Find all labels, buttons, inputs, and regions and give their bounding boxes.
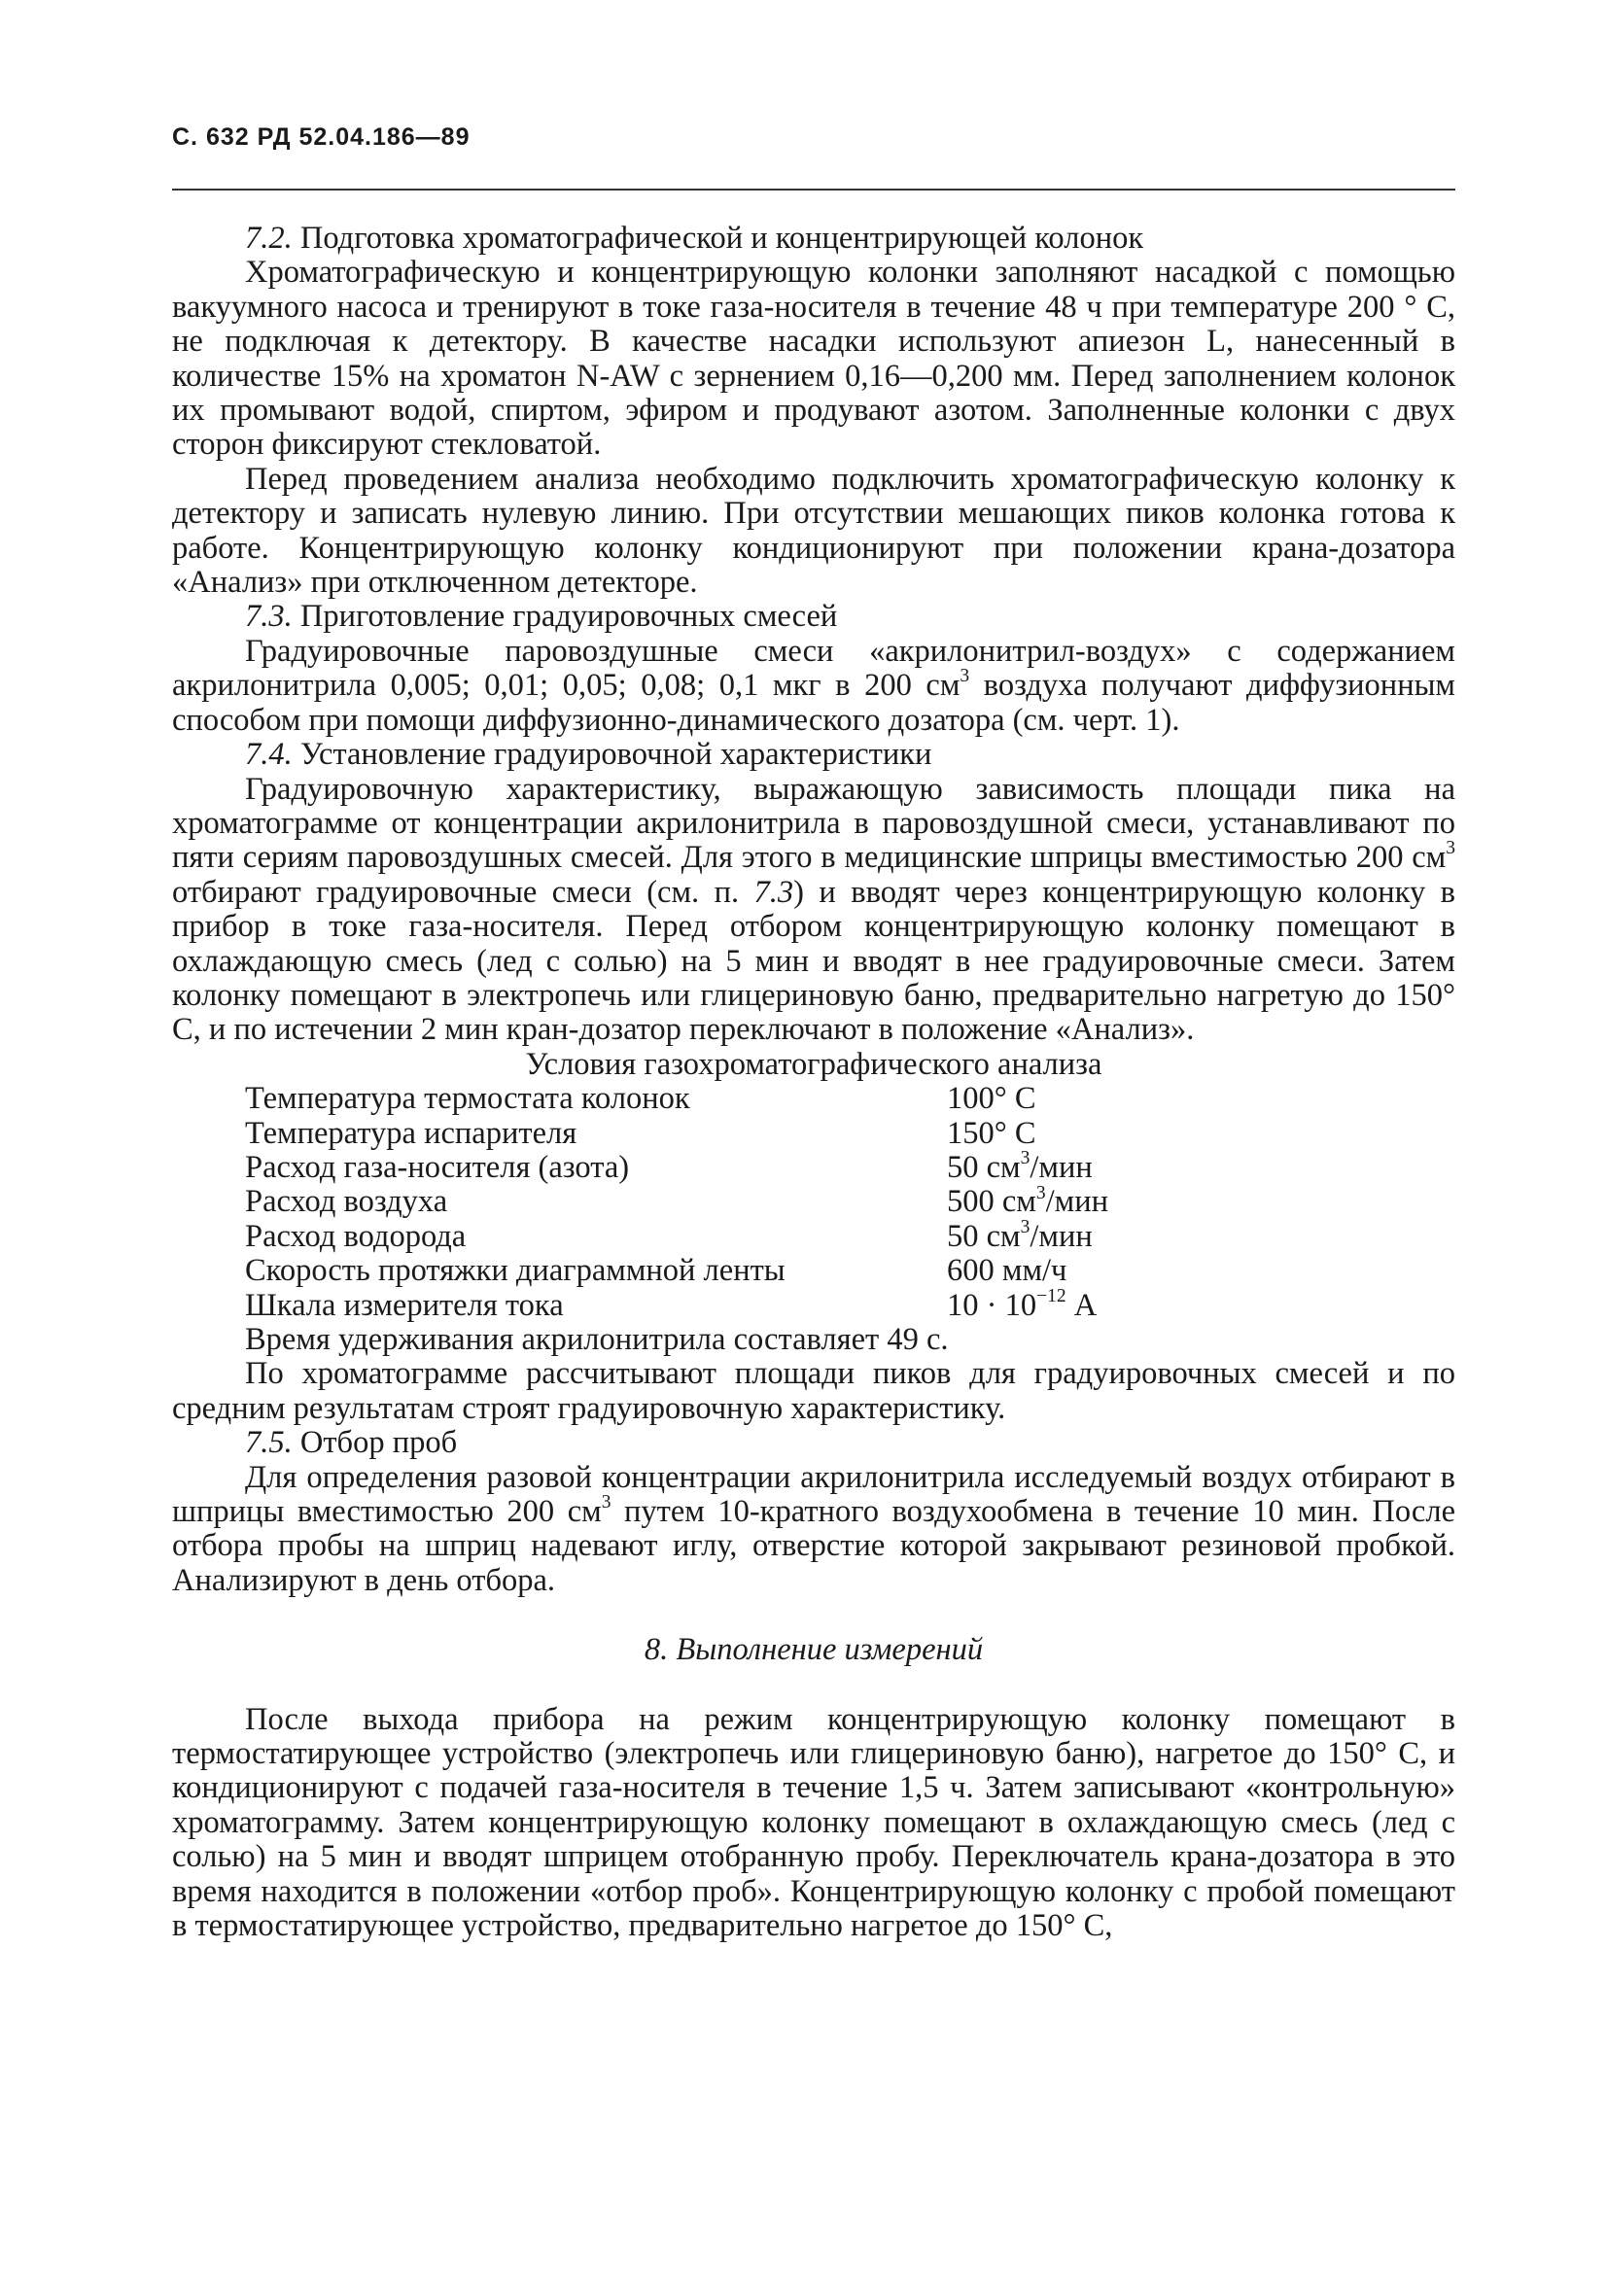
section-title: Приготовление градуировочных смесей bbox=[299, 599, 838, 635]
value-text: 100° С bbox=[947, 1081, 1036, 1117]
section-number: 7.4. bbox=[245, 737, 293, 773]
superscript: 3 bbox=[1446, 838, 1455, 859]
text-run: воздуха получают диффузионным способом при помощи диффузионно-динамического дозатора (см. черт. 1). bbox=[172, 668, 1455, 738]
condition-value bbox=[947, 1082, 1108, 1116]
text-run: отбирают градуировочные смеси (см. п. bbox=[172, 874, 754, 910]
condition-value bbox=[947, 1117, 1108, 1151]
section-title: Установление градуировочной характеристики bbox=[299, 737, 932, 773]
section-7-4-heading bbox=[172, 738, 1455, 772]
condition-row bbox=[245, 1082, 1108, 1116]
paragraph: После выхода прибора на режим концентрирующую колонку помещают в термостатирующее устройство (электропечь или глицериновую баню), нагретое до 150° С, и кондиционируют с подачей газа-носителя в течение 1,5 ч. Затем записывают «контрольную» хроматограмму. Затем концентрирующую колонку помещают в охлаждающую смесь (лед с солью) на 5 мин и вводят шприцем отобранную пробу. Переключатель крана-дозатора в это время находится в положении «отбор проб». Концентрирующую колонку с пробой помещают в термостатирующее устройство, предварительно нагретое до 150° С, bbox=[172, 1701, 1455, 1944]
paragraph: Перед проведением анализа необходимо подключить хроматографическую колонку к детектору и записать нулевую линию. При отсутствии мешающих пиков колонка готова к работе. Концентрирующую колонку кондиционируют при положении крана-дозатора «Анализ» при отключенном детекторе. bbox=[172, 461, 1455, 601]
section-7-3-heading bbox=[172, 600, 1455, 634]
condition-label: Шкала измерителя тока bbox=[245, 1287, 564, 1323]
condition-value bbox=[947, 1254, 1108, 1288]
section-number: 7.3. bbox=[245, 599, 293, 635]
condition-label: Температура термостата колонок bbox=[245, 1081, 690, 1117]
section-number: 7.5. bbox=[245, 1425, 293, 1461]
text-run: Градуировочную характеристику, выражающую зависимость площади пика на хроматограмме от концентрации акрилонитрила в паровоздушной смеси, устанавливают по пяти сериям паровоздушных смесей. Для этого в медицинские шприцы вместимостью 200 см bbox=[172, 771, 1455, 876]
header-rule bbox=[172, 189, 1455, 191]
condition-value bbox=[947, 1148, 1108, 1185]
value-unit: /мин bbox=[1030, 1149, 1093, 1185]
condition-label: Расход воздуха bbox=[245, 1184, 448, 1220]
section-7-2-heading bbox=[172, 222, 1455, 256]
paragraph bbox=[172, 773, 1455, 1048]
paragraph: Хроматографическую и концентрирующую колонки заполняют насадкой с помощью вакуумного насоса и тренируют в токе газа-носителя в течение 48 ч при температуре 200 ° С, не подключая к детектору. В качестве насадки используют апиезон L, нанесенный в количестве 15% на хроматон N-AW с зернением 0,16—0,200 мм. Перед заполнением колонок их промывают водой, спиртом, эфиром и продувают азотом. Заполненные колонки с двух сторон фиксируют стекловатой. bbox=[172, 255, 1455, 463]
condition-row bbox=[245, 1289, 1108, 1323]
value-text: 600 мм/ч bbox=[947, 1253, 1067, 1289]
section-title: Подготовка хроматографической и концентрирующей колонок bbox=[299, 221, 1144, 256]
superscript: 3 bbox=[1020, 1216, 1031, 1237]
text-run: Градуировочные паровоздушные смеси «акрилонитрил-воздух» с содержанием акрилонитрила 0,005; 0,01; 0,05; 0,08; 0,1 мкг в 200 см bbox=[172, 633, 1455, 704]
condition-row bbox=[245, 1117, 1108, 1151]
section-number: 7.2. bbox=[245, 221, 293, 256]
value-text: 500 см bbox=[947, 1184, 1036, 1220]
condition-row bbox=[245, 1254, 1108, 1288]
document-body bbox=[172, 222, 1455, 1944]
text-run: путем 10-кратного воздухообмена в течение 10 мин. После отбора пробы на шприц надевают иглу, отверстие которой закрывают резиновой пробкой. Анализируют в день отбора. bbox=[172, 1494, 1455, 1598]
value-unit: /мин bbox=[1045, 1184, 1109, 1220]
value-unit: /мин bbox=[1030, 1218, 1093, 1254]
condition-row bbox=[245, 1220, 1108, 1254]
paragraph: По хроматограмме рассчитывают площади пиков для градуировочных смесей и по средним результатам строят градуировочную характеристику. bbox=[172, 1356, 1455, 1426]
condition-row bbox=[245, 1151, 1108, 1185]
condition-value bbox=[947, 1285, 1108, 1323]
conditions-title: Условия газохроматографического анализа bbox=[525, 1046, 1102, 1082]
section-7-5-heading bbox=[172, 1426, 1455, 1460]
superscript: 3 bbox=[1020, 1148, 1031, 1169]
section-8-heading: 8. Выполнение измерений bbox=[644, 1632, 984, 1668]
superscript: −12 bbox=[1036, 1285, 1066, 1306]
page-header: С. 632 РД 52.04.186—89 bbox=[172, 123, 471, 151]
section-reference: 7.3 bbox=[753, 874, 794, 910]
section-title: Отбор проб bbox=[299, 1425, 458, 1461]
condition-value bbox=[947, 1216, 1108, 1254]
value-text: 50 см bbox=[947, 1149, 1021, 1185]
condition-row bbox=[245, 1185, 1108, 1219]
condition-value bbox=[947, 1182, 1109, 1220]
superscript: 3 bbox=[960, 666, 970, 687]
text-run: Для определения разовой концентрации акрилонитрила исследуемый воздух отбирают в шприцы вместимостью 200 см bbox=[172, 1459, 1455, 1530]
condition-label: Расход газа-носителя (азота) bbox=[245, 1149, 630, 1185]
condition-label: Температура испарителя bbox=[245, 1115, 577, 1151]
paragraph bbox=[172, 635, 1455, 738]
condition-label: Скорость протяжки диаграммной ленты bbox=[245, 1253, 786, 1289]
paragraph bbox=[172, 1461, 1455, 1599]
value-unit: А bbox=[1066, 1287, 1098, 1323]
text-run: ) и вводят через концентрирующую колонку в прибор в токе газа-носителя. Перед отбором концентрирующую колонку помещают в охлаждающую смесь (лед с солью) на 5 мин и вводят в нее градуировочные смеси. Затем колонку помещают в электропечь или глицериновую баню, предварительно нагретую до 150° С, и по истечении 2 мин кран-дозатор переключают в положение «Анализ». bbox=[172, 874, 1455, 1048]
value-text: 50 см bbox=[947, 1218, 1021, 1254]
condition-label: Расход водорода bbox=[245, 1218, 467, 1254]
value-text: 150° С bbox=[947, 1115, 1036, 1151]
retention-time: Время удерживания акрилонитрила составляет 49 с. bbox=[245, 1322, 949, 1357]
superscript: 3 bbox=[601, 1492, 611, 1513]
conditions-table bbox=[245, 1082, 1108, 1323]
value-text: 10 · 10 bbox=[947, 1287, 1037, 1323]
superscript: 3 bbox=[1035, 1182, 1046, 1203]
